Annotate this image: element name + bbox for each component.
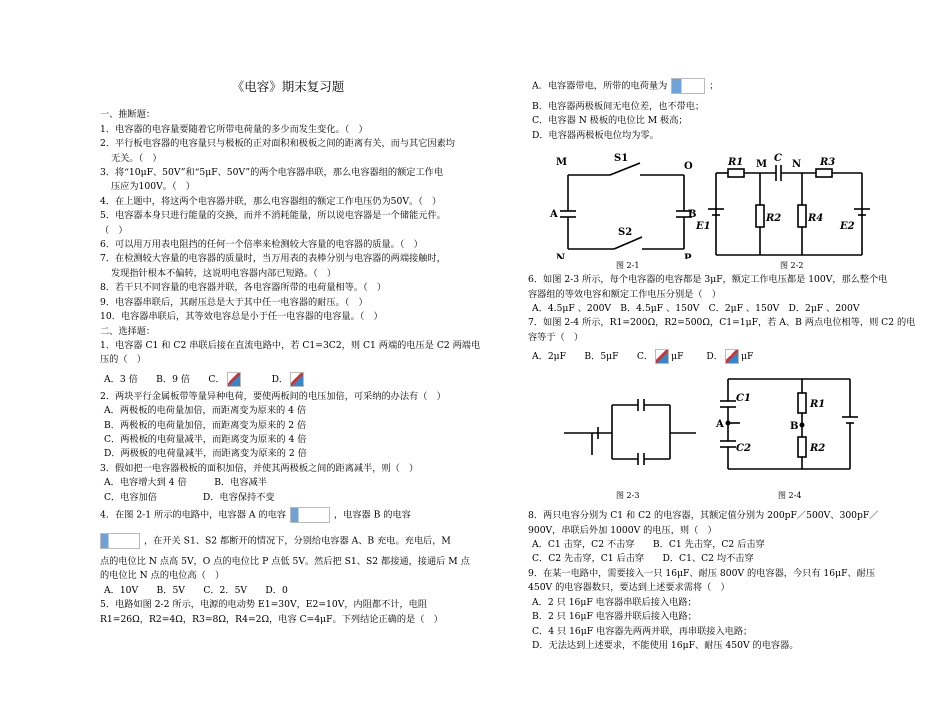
circuit-label: M [756, 159, 768, 171]
choice-option: C．两极板的电荷量减半，而距离变为原来的 4 倍 [104, 433, 307, 445]
figure-captions-row-2 [528, 489, 908, 501]
choice-question-cont [100, 533, 476, 553]
choice-option: A．电容增大到 4 倍 B．电容减半 [104, 477, 267, 489]
circuit-label: N [792, 159, 802, 171]
circuit-label: R2 [810, 443, 826, 455]
circuit-label: E2 [840, 221, 855, 233]
figure-captions-row-1 [528, 259, 908, 273]
choice-option: C．电容器 N 极板的电位比 M 极高； [532, 115, 688, 127]
figure-caption: 图 2-3 [616, 491, 640, 501]
choice-option [528, 78, 908, 96]
section-heading: 二、选择题： [100, 325, 156, 337]
choice-option: B．2 只 16μF 电容器并联后接入电路； [532, 611, 697, 623]
question-text: ，电容器 B 的电容 [333, 509, 411, 521]
circuit-label: R4 [808, 213, 824, 225]
choice-option: D．两极板的电荷量减半，而距离变为原来的 2 倍 [104, 448, 307, 460]
circuit-label: R1 [728, 157, 744, 169]
question-text: ，在开关 S1、S2 都断开的情况下，分别给电容器 A、B 充电。充电后，M [144, 535, 451, 547]
option-text: A．3 倍 B．9 倍 C． [104, 373, 225, 385]
choice-question-cont: 450V 的电容器数只，要达到上述要求需将（ ） [528, 582, 730, 594]
choice-question-cont: 压的（ ） [100, 354, 146, 366]
choice-question-cont: R1=26Ω，R2=4Ω，R3=8Ω，R4=2Ω，电容 C=4μF。下列结论正确的是（ ） [100, 613, 443, 625]
option-text: μF [740, 351, 754, 363]
judgement-item-cont: 发现指针根本不偏转，这说明电容器内部已短路。（ ） [111, 267, 337, 279]
broken-image-icon [290, 372, 304, 387]
choice-option: B．两极板的电荷量加倍，而距离变为原来的 2 倍 [104, 419, 307, 431]
circuit-label: B [688, 209, 697, 221]
figure-caption: 图 2-2 [780, 261, 804, 271]
circuit-label: R3 [820, 157, 836, 169]
judgement-item: 6．可以用万用表电阻挡的任何一个倍率来检测较大容量的电容器的质量。（ ） [100, 239, 423, 251]
circuit-label: C [774, 153, 782, 165]
choice-question-cont: 点的电位比 N 点高 5V，O 点的电位比 P 点低 5V。然后把 S1、S2 都接通，接通后 M 点 [100, 555, 470, 567]
judgement-item: 1．电容器的电容量要随着它所带电荷量的多少而发生变化。（ ） [100, 123, 368, 135]
figure-row-1 [528, 147, 908, 259]
judgement-item-cont: 压应为100V。（ ） [111, 181, 195, 193]
choice-option: D．无法达到上述要求，不能使用 16μF、耐压 450V 的电容器。 [532, 639, 799, 651]
option-text: μF [671, 351, 684, 363]
circuit-label: R1 [810, 399, 826, 411]
circuit-label: S1 [614, 153, 629, 165]
judgement-item: 3．将“10μF、50V”和“5μF、50V”的两个电容器串联，那么电容器组的额定工作电 [100, 167, 444, 179]
choice-option: A．C1 击穿，C2 不击穿 B．C1 先击穿，C2 后击穿 [532, 539, 765, 551]
figure-caption: 图 2-4 [778, 491, 802, 501]
option-text: D． [271, 373, 289, 385]
choice-options: A．4.5μF 、200V B．4.5μF 、150V C．2μF 、150V D．2μF 、200V [532, 303, 860, 315]
circuit-label: N [556, 253, 566, 260]
choice-question: 3．假如把一电容器极板的面积加倍，并使其两极板之间的距离减半，则（ ） [100, 462, 419, 474]
circuit-label: M [556, 157, 568, 169]
choice-option: B．电容器两极板间无电位差，也不带电； [532, 101, 705, 112]
choice-question: 8．两只电容分别为 C1 和 C2 的电容器，其额定值分别为 200pF／500V、300pF／ [528, 510, 879, 522]
choice-options [528, 349, 908, 369]
option-text: ； [709, 80, 719, 92]
circuit-label: A [716, 419, 724, 431]
judgement-item: 8．若干只不同容量的电容器并联，各电容器所带的电荷量相等。（ ） [100, 282, 387, 294]
document-title: 《电容》期末复习题 [231, 79, 345, 94]
choice-options [100, 372, 476, 390]
broken-image-icon [725, 349, 739, 364]
circuit-figures-2-1-2-2 [528, 147, 908, 259]
choice-question-cont: 容等于（ ） [528, 331, 584, 343]
judgement-item: 2．平行板电容器的电容量只与极板的正对面积和极板之间的距离有关，而与其它因素均 [100, 138, 455, 150]
broken-image-icon [655, 349, 669, 364]
judgement-item: 7．在检测较大容量的电容器的质量时，当万用表的表棒分别与电容器的两端接触时， [100, 253, 446, 265]
right-column [528, 78, 916, 653]
circuit-figures-2-3-2-4 [528, 371, 908, 489]
circuit-label: C2 [736, 443, 751, 455]
judgement-item: 9．电容器串联后，其耐压总是大于其中任一电容器的耐压。（ ） [100, 296, 368, 308]
choice-option: D．电容器两极板电位均为零。 [532, 129, 659, 141]
figure-caption: 图 2-1 [616, 261, 640, 271]
circuit-label: E1 [696, 221, 711, 233]
option-text: A．2μF B．5μF C． [532, 351, 654, 363]
judgement-item: 4．在上题中，将这两个电容器并联，那么电容器组的额定工作电压仍为50V。（ ） [100, 195, 442, 207]
circuit-label: O [684, 161, 693, 173]
circuit-label: S2 [618, 227, 633, 239]
judgement-item-cont: 无关。（ ） [111, 152, 162, 164]
choice-question-cont: 900V，串联后外加 1000V 的电压，则（ ） [528, 524, 717, 536]
circuit-label: A [550, 209, 558, 221]
choice-option: C．C2 先击穿，C1 后击穿 D．C1、C2 均不击穿 [532, 553, 754, 565]
choice-question: 7．如图 2-4 所示，R1=200Ω，R2=500Ω，C1=1μF，若 A、B 两点电位相等，则 C2 的电 [528, 317, 916, 329]
section-heading: 一、推断题： [100, 109, 156, 121]
choice-option: C．4 只 16μF 电容器先两两并联，再串联接入电路； [532, 625, 753, 637]
choice-option: A．2 只 16μF 电容器串联后接入电路； [532, 596, 697, 608]
broken-image-icon [227, 372, 241, 387]
judgement-item: 5．电容器本身只进行能量的交换，而并不消耗能量，所以说电容器是一个储能元件。 [100, 210, 446, 222]
choice-question-cont: 的电位比 N 点的电位高（ ） [100, 570, 225, 582]
judgement-item-cont: （ ） [100, 224, 128, 236]
option-text: A．电容器带电，所带的电荷量为 [532, 80, 668, 92]
circuit-label: R2 [766, 213, 782, 225]
left-column [100, 78, 481, 627]
broken-image-icon [290, 507, 330, 523]
circuit-label: B [790, 421, 799, 433]
circuit-label: P [684, 253, 692, 260]
choice-question-cont: 容器组的等效电容和额定工作电压分别是（ ） [528, 288, 721, 300]
broken-image-icon [100, 533, 140, 549]
judgement-item: 10．电容器串联后，其等效电容总是小于任一电容器的电容量。（ ） [100, 311, 383, 323]
circuit-label: C1 [736, 393, 751, 405]
question-text: 4．在图 2-1 所示的电路中，电容器 A 的电容 [100, 509, 286, 521]
option-text: D． [706, 351, 723, 363]
choice-options: A．10V B．5V C．2．5V D．0 [104, 584, 288, 596]
choice-question: 6．如图 2-3 所示，每个电容器的电容都是 3μF，额定工作电压都是 100V，那么整个电 [528, 274, 888, 286]
choice-question: 1．电容器 C1 和 C2 串联后接在直流电路中，若 C1=3C2，则 C1 两端的电压是 C2 两端电 [100, 339, 481, 351]
choice-question: 5．电路如图 2-2 所示，电源的电动势 E1=30V，E2=10V，内阻都不计，电阻 [100, 599, 428, 611]
choice-option: C．电容加倍 D．电容保持不变 [104, 491, 275, 503]
choice-option: A．两极板的电荷量加倍，而距离变为原来的 4 倍 [104, 405, 307, 417]
choice-question: 2．两块平行金属板带等量异种电荷，要使两板间的电压加倍，可采纳的办法有（ ） [100, 390, 446, 402]
figure-row-2 [528, 371, 908, 489]
choice-question [100, 507, 476, 525]
choice-question: 9．在某一电路中，需要接入一只 16μF、耐压 800V 的电容器，今只有 16μF、耐压 [528, 567, 876, 579]
broken-image-icon [671, 78, 705, 94]
